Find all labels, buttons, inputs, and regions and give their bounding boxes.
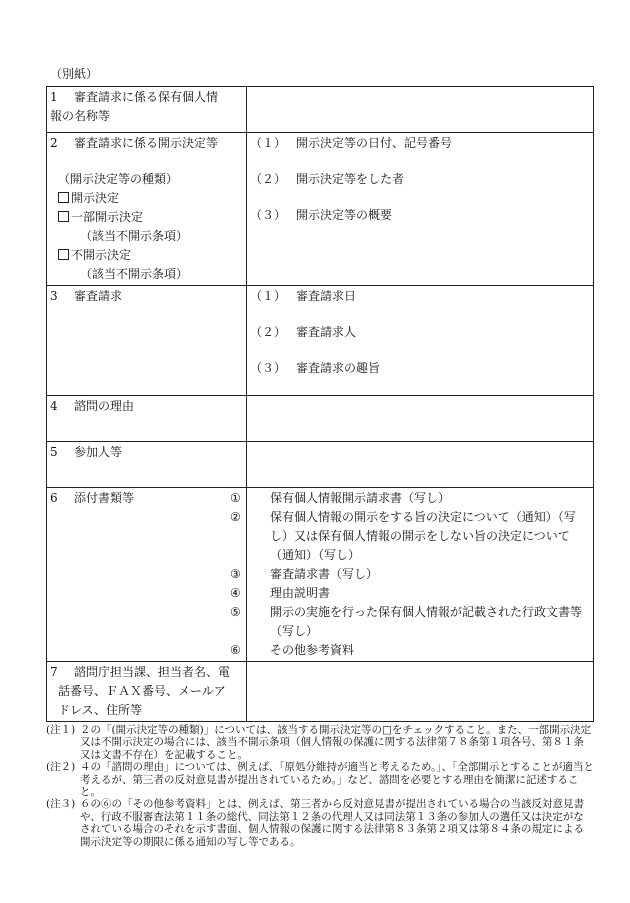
row-6-value-cell[interactable]: [230, 488, 594, 662]
row-number: 7: [50, 665, 58, 679]
list-item: ② 保有個人情報の開示をする旨の決定について（通知）（写し）又は保有個人情報の開示をしない旨の決定について（通知）（写し）: [230, 510, 576, 562]
row-label: 審査請求に係る保有個人情: [74, 90, 219, 104]
note-3: [46, 798, 594, 848]
annex-label: （別紙）: [50, 67, 99, 81]
row-1-value-cell[interactable]: [247, 87, 594, 133]
row-7-value-cell[interactable]: [247, 662, 594, 722]
applicable-clause-note: （該当不開示条項）: [80, 267, 189, 281]
form-document: [46, 66, 594, 848]
checkbox-icon[interactable]: [58, 211, 69, 222]
table-row: [47, 133, 594, 286]
note-1: [46, 724, 594, 761]
row-4-value-cell[interactable]: [247, 396, 594, 442]
row-number: 3: [50, 289, 58, 303]
list-item: （１） 開示決定等の日付、記号番号: [250, 136, 453, 150]
list-item: ⑥ その他参考資料: [230, 643, 355, 657]
row-label: 審査請求に係る開示決定等: [74, 136, 219, 150]
note-text: ６の⑥の「その他参考資料」とは、例えば、第三者から反対意見書が提出されている場合の当該反対意見書や、行政不服審査法第１１条の総代、同法第１２条の代理人又は同法第１３条の参加人の選任又は決定がなされている場合のそれを示す書面、個人情報の保護に関する法律第８３条第２項又は第８４条の規定による開示決定等の期限に係る通知の写し等である。: [80, 798, 584, 848]
row-7-label-cell: [47, 662, 247, 722]
list-item: （２） 審査請求人: [250, 325, 357, 339]
row-label: 参加人等: [74, 445, 123, 459]
option-non-disclosure[interactable]: 不開示決定: [50, 246, 243, 265]
row-label: 報の名称等: [50, 109, 111, 123]
row-label: 添付書類等: [74, 491, 135, 505]
note-label: (注３): [46, 798, 76, 811]
row-5-label-cell: [47, 442, 247, 488]
table-row: [47, 87, 594, 133]
table-row: [47, 488, 594, 662]
row-2-label-cell: [47, 133, 247, 286]
checkbox-icon[interactable]: [58, 249, 69, 260]
list-item: ④ 理由説明書: [230, 586, 331, 600]
applicable-clause-note: （該当不開示条項）: [80, 229, 189, 243]
row-label: 話番号、ＦＡＸ番号、メールア: [58, 684, 226, 698]
list-item: ① 保有個人情報開示請求書（写し）: [230, 491, 451, 505]
row-number: 4: [50, 399, 58, 413]
note-text: ４の「諮問の理由」については、例えば、「原処分維持が適当と考えるため。」、「全部開示とすることが適当と考えるが、第三者の反対意見書が提出されているため。」など、諮問を必要とする理由を簡潔に記述すること。: [80, 761, 594, 799]
row-4-label-cell: [47, 396, 247, 442]
row-number: 1: [50, 90, 58, 104]
list-item: ⑤ 開示の実施を行った保有個人情報が記載された行政文書等（写し）: [230, 605, 583, 638]
row-2-value-cell[interactable]: [247, 133, 594, 286]
note-label: (注２): [46, 761, 76, 774]
list-item: ③ 審査請求書（写し）: [230, 567, 379, 581]
note-text: ２の「(開示決定等の種類)」については、該当する開示決定等の□をチェックすること。また、一部開示決定又は不開示決定の場合には、該当不開示条項（個人情報の保護に関する法律第７８条第１項各号、第８１条又は文書不存在）を記載すること。: [80, 724, 592, 761]
table-row: [47, 442, 594, 488]
row-number: 5: [50, 445, 58, 459]
list-item: （３） 審査請求の趣旨: [250, 361, 381, 375]
option-partial-disclosure[interactable]: 一部開示決定: [50, 208, 243, 227]
list-item: （２） 開示決定等をした者: [250, 172, 405, 186]
decision-type-heading: （開示決定等の種類）: [58, 172, 179, 186]
row-label: 諮問の理由: [74, 399, 135, 413]
row-number: 6: [50, 491, 58, 505]
row-number: 2: [50, 136, 58, 150]
list-item: （３） 開示決定等の概要: [250, 208, 393, 222]
row-3-label-cell: [47, 286, 247, 396]
row-label: 諮問庁担当課、担当者名、電: [74, 665, 231, 679]
table-row: [47, 396, 594, 442]
list-item: （１） 審査請求日: [250, 289, 357, 303]
row-6-label-cell: [47, 488, 247, 662]
table-row: [47, 662, 594, 722]
row-5-value-cell[interactable]: [247, 442, 594, 488]
table-row: [47, 286, 594, 396]
checkbox-icon[interactable]: [58, 192, 69, 203]
option-disclosure[interactable]: 開示決定: [50, 189, 243, 208]
notes-section: [46, 724, 594, 848]
row-1-label-cell: [47, 87, 247, 133]
note-label: (注１): [46, 724, 76, 736]
note-2: [46, 761, 594, 798]
row-label: 審査請求: [74, 289, 123, 303]
row-label: ドレス、住所等: [58, 703, 143, 717]
row-3-value-cell[interactable]: [247, 286, 594, 396]
inquiry-form-table: [46, 86, 594, 722]
